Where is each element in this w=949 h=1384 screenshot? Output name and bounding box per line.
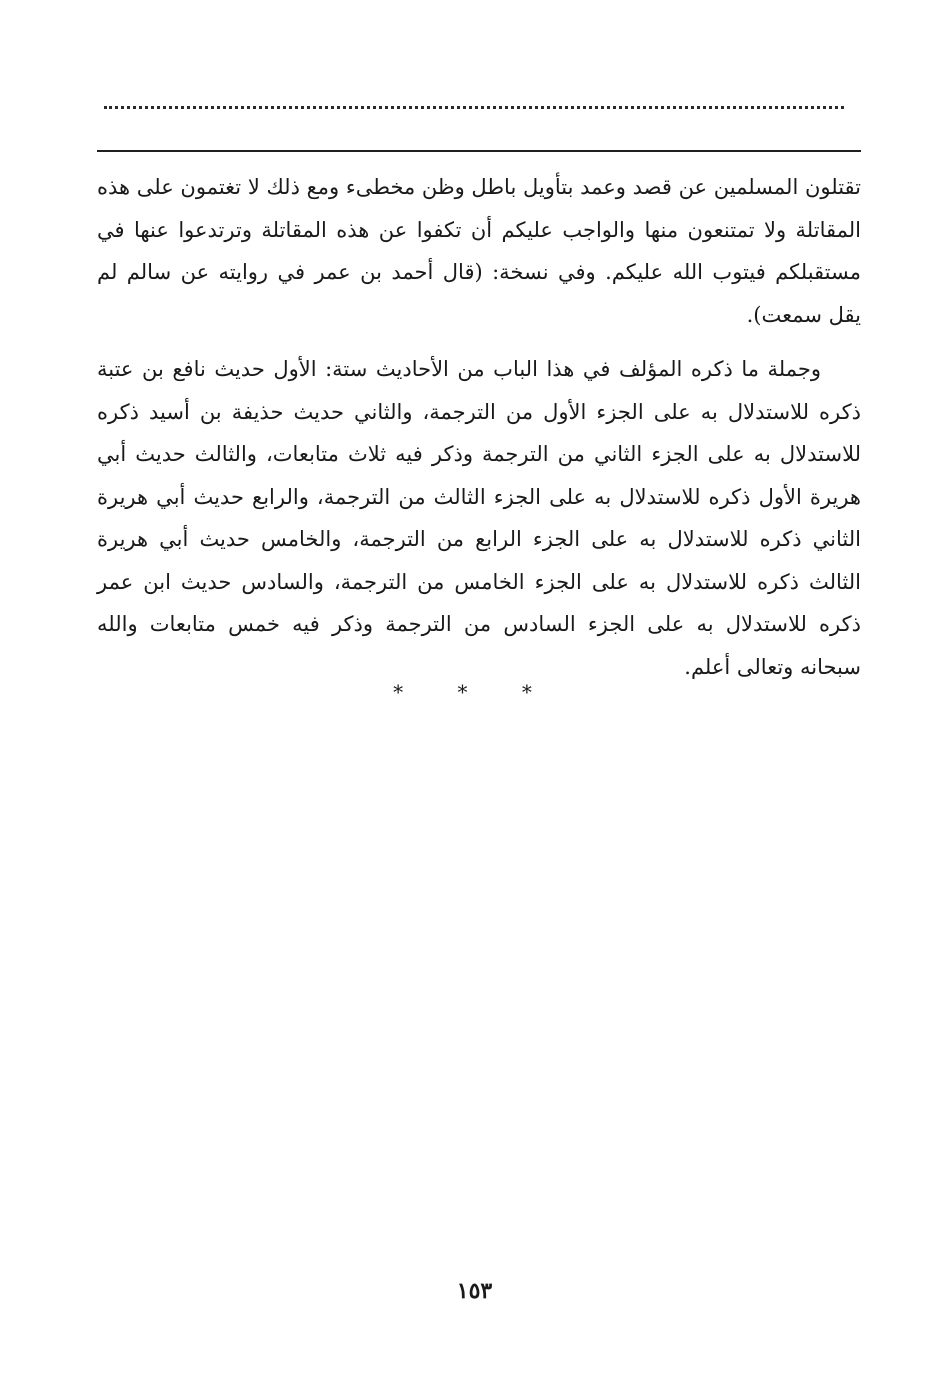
section-separator: * * * [393, 680, 556, 704]
header-solid-rule [97, 150, 861, 152]
paragraph-1: تقتلون المسلمين عن قصد وعمد بتأويل باطل وظن مخطىء ومع ذلك لا تغتمون على هذه المقاتلة ولا تمتنعون منها والواجب عليكم أن تكفوا عن هذه المقاتلة وترتدعوا عنها في مستقبلكم فيتوب الله عليكم. وفي نسخة: (قال أحمد بن عمر في روايته عن سالم لم يقل سمعت). [96, 175, 861, 327]
header-dotted-rule [104, 86, 844, 109]
paragraph-2: وجملة ما ذكره المؤلف في هذا الباب من الأحاديث ستة: الأول حديث نافع بن عتبة ذكره للاستدلال به على الجزء الأول من الترجمة، والثاني حديث حذيفة بن أسيد ذكره للاستدلال به على الجزء الثاني من الترجمة وذكر فيه ثلاث متابعات، والثالث حديث أبي هريرة الأول ذكره للاستدلال به على الجزء الثالث من الترجمة، والرابع حديث أبي هريرة الثاني ذكره للاستدلال به على الجزء الرابع من الترجمة، والخامس حديث أبي هريرة الثالث ذكره للاستدلال به على الجزء الخامس من الترجمة، والسادس حديث ابن عمر ذكره للاستدلال به على الجزء السادس من الترجمة وذكر فيه خمس متابعات والله سبحانه وتعالى أعلم. [97, 357, 861, 679]
body-text [97, 166, 861, 700]
page-number: ١٥٣ [456, 1278, 493, 1304]
